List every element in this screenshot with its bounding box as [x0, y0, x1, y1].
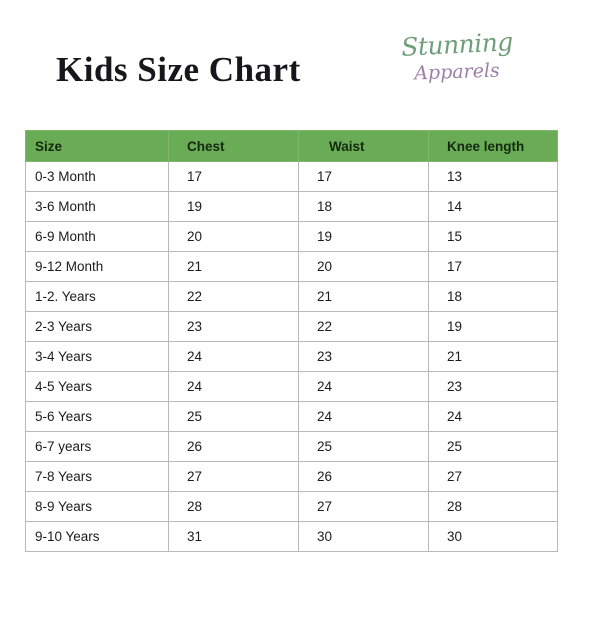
- table-row: [26, 192, 558, 222]
- column-header-size: Size: [26, 131, 169, 162]
- cell-waist: 24: [299, 372, 429, 402]
- cell-waist: 22: [299, 312, 429, 342]
- cell-chest: 27: [169, 462, 299, 492]
- cell-chest: 31: [169, 522, 299, 552]
- cell-waist: 27: [299, 492, 429, 522]
- cell-chest: 22: [169, 282, 299, 312]
- cell-waist: 24: [299, 402, 429, 432]
- brand-logo: [392, 27, 522, 85]
- cell-chest: 17: [169, 162, 299, 192]
- cell-size: 5-6 Years: [26, 402, 169, 432]
- cell-knee-length: 14: [429, 192, 558, 222]
- cell-knee-length: 19: [429, 312, 558, 342]
- table-row: [26, 522, 558, 552]
- table-row: [26, 432, 558, 462]
- cell-waist: 23: [299, 342, 429, 372]
- cell-waist: 19: [299, 222, 429, 252]
- cell-knee-length: 21: [429, 342, 558, 372]
- cell-chest: 24: [169, 372, 299, 402]
- cell-waist: 18: [299, 192, 429, 222]
- table-header: [26, 131, 558, 162]
- table-row: [26, 372, 558, 402]
- column-header-chest: Chest: [169, 131, 299, 162]
- brand-logo-line1: Stunning: [400, 27, 514, 62]
- cell-size: 1-2. Years: [26, 282, 169, 312]
- table-row: [26, 492, 558, 522]
- cell-knee-length: 13: [429, 162, 558, 192]
- cell-knee-length: 15: [429, 222, 558, 252]
- cell-chest: 19: [169, 192, 299, 222]
- column-header-knee-length: Knee length: [429, 131, 558, 162]
- table-row: [26, 222, 558, 252]
- cell-size: 2-3 Years: [26, 312, 169, 342]
- size-chart-table-container: [25, 130, 557, 552]
- cell-chest: 23: [169, 312, 299, 342]
- cell-waist: 21: [299, 282, 429, 312]
- cell-size: 3-4 Years: [26, 342, 169, 372]
- cell-knee-length: 18: [429, 282, 558, 312]
- table-row: [26, 312, 558, 342]
- table-row: [26, 462, 558, 492]
- column-header-waist: Waist: [299, 131, 429, 162]
- size-chart-table: [25, 130, 558, 552]
- cell-size: 7-8 Years: [26, 462, 169, 492]
- cell-chest: 25: [169, 402, 299, 432]
- cell-waist: 20: [299, 252, 429, 282]
- cell-waist: 26: [299, 462, 429, 492]
- cell-chest: 28: [169, 492, 299, 522]
- cell-knee-length: 27: [429, 462, 558, 492]
- document-header: [0, 0, 600, 120]
- table-row: [26, 342, 558, 372]
- cell-waist: 30: [299, 522, 429, 552]
- cell-knee-length: 30: [429, 522, 558, 552]
- table-row: [26, 402, 558, 432]
- cell-knee-length: 28: [429, 492, 558, 522]
- table-body: [26, 162, 558, 552]
- brand-logo-line2: Apparels: [413, 59, 501, 85]
- page-title: Kids Size Chart: [56, 50, 301, 89]
- cell-chest: 26: [169, 432, 299, 462]
- cell-knee-length: 24: [429, 402, 558, 432]
- cell-waist: 25: [299, 432, 429, 462]
- cell-knee-length: 17: [429, 252, 558, 282]
- cell-chest: 21: [169, 252, 299, 282]
- table-row: [26, 252, 558, 282]
- cell-chest: 24: [169, 342, 299, 372]
- cell-chest: 20: [169, 222, 299, 252]
- table-row: [26, 282, 558, 312]
- table-row: [26, 162, 558, 192]
- cell-size: 9-10 Years: [26, 522, 169, 552]
- cell-size: 8-9 Years: [26, 492, 169, 522]
- cell-size: 0-3 Month: [26, 162, 169, 192]
- cell-waist: 17: [299, 162, 429, 192]
- cell-size: 6-9 Month: [26, 222, 169, 252]
- cell-knee-length: 23: [429, 372, 558, 402]
- cell-knee-length: 25: [429, 432, 558, 462]
- cell-size: 6-7 years: [26, 432, 169, 462]
- table-header-row: [26, 131, 558, 162]
- cell-size: 4-5 Years: [26, 372, 169, 402]
- cell-size: 3-6 Month: [26, 192, 169, 222]
- cell-size: 9-12 Month: [26, 252, 169, 282]
